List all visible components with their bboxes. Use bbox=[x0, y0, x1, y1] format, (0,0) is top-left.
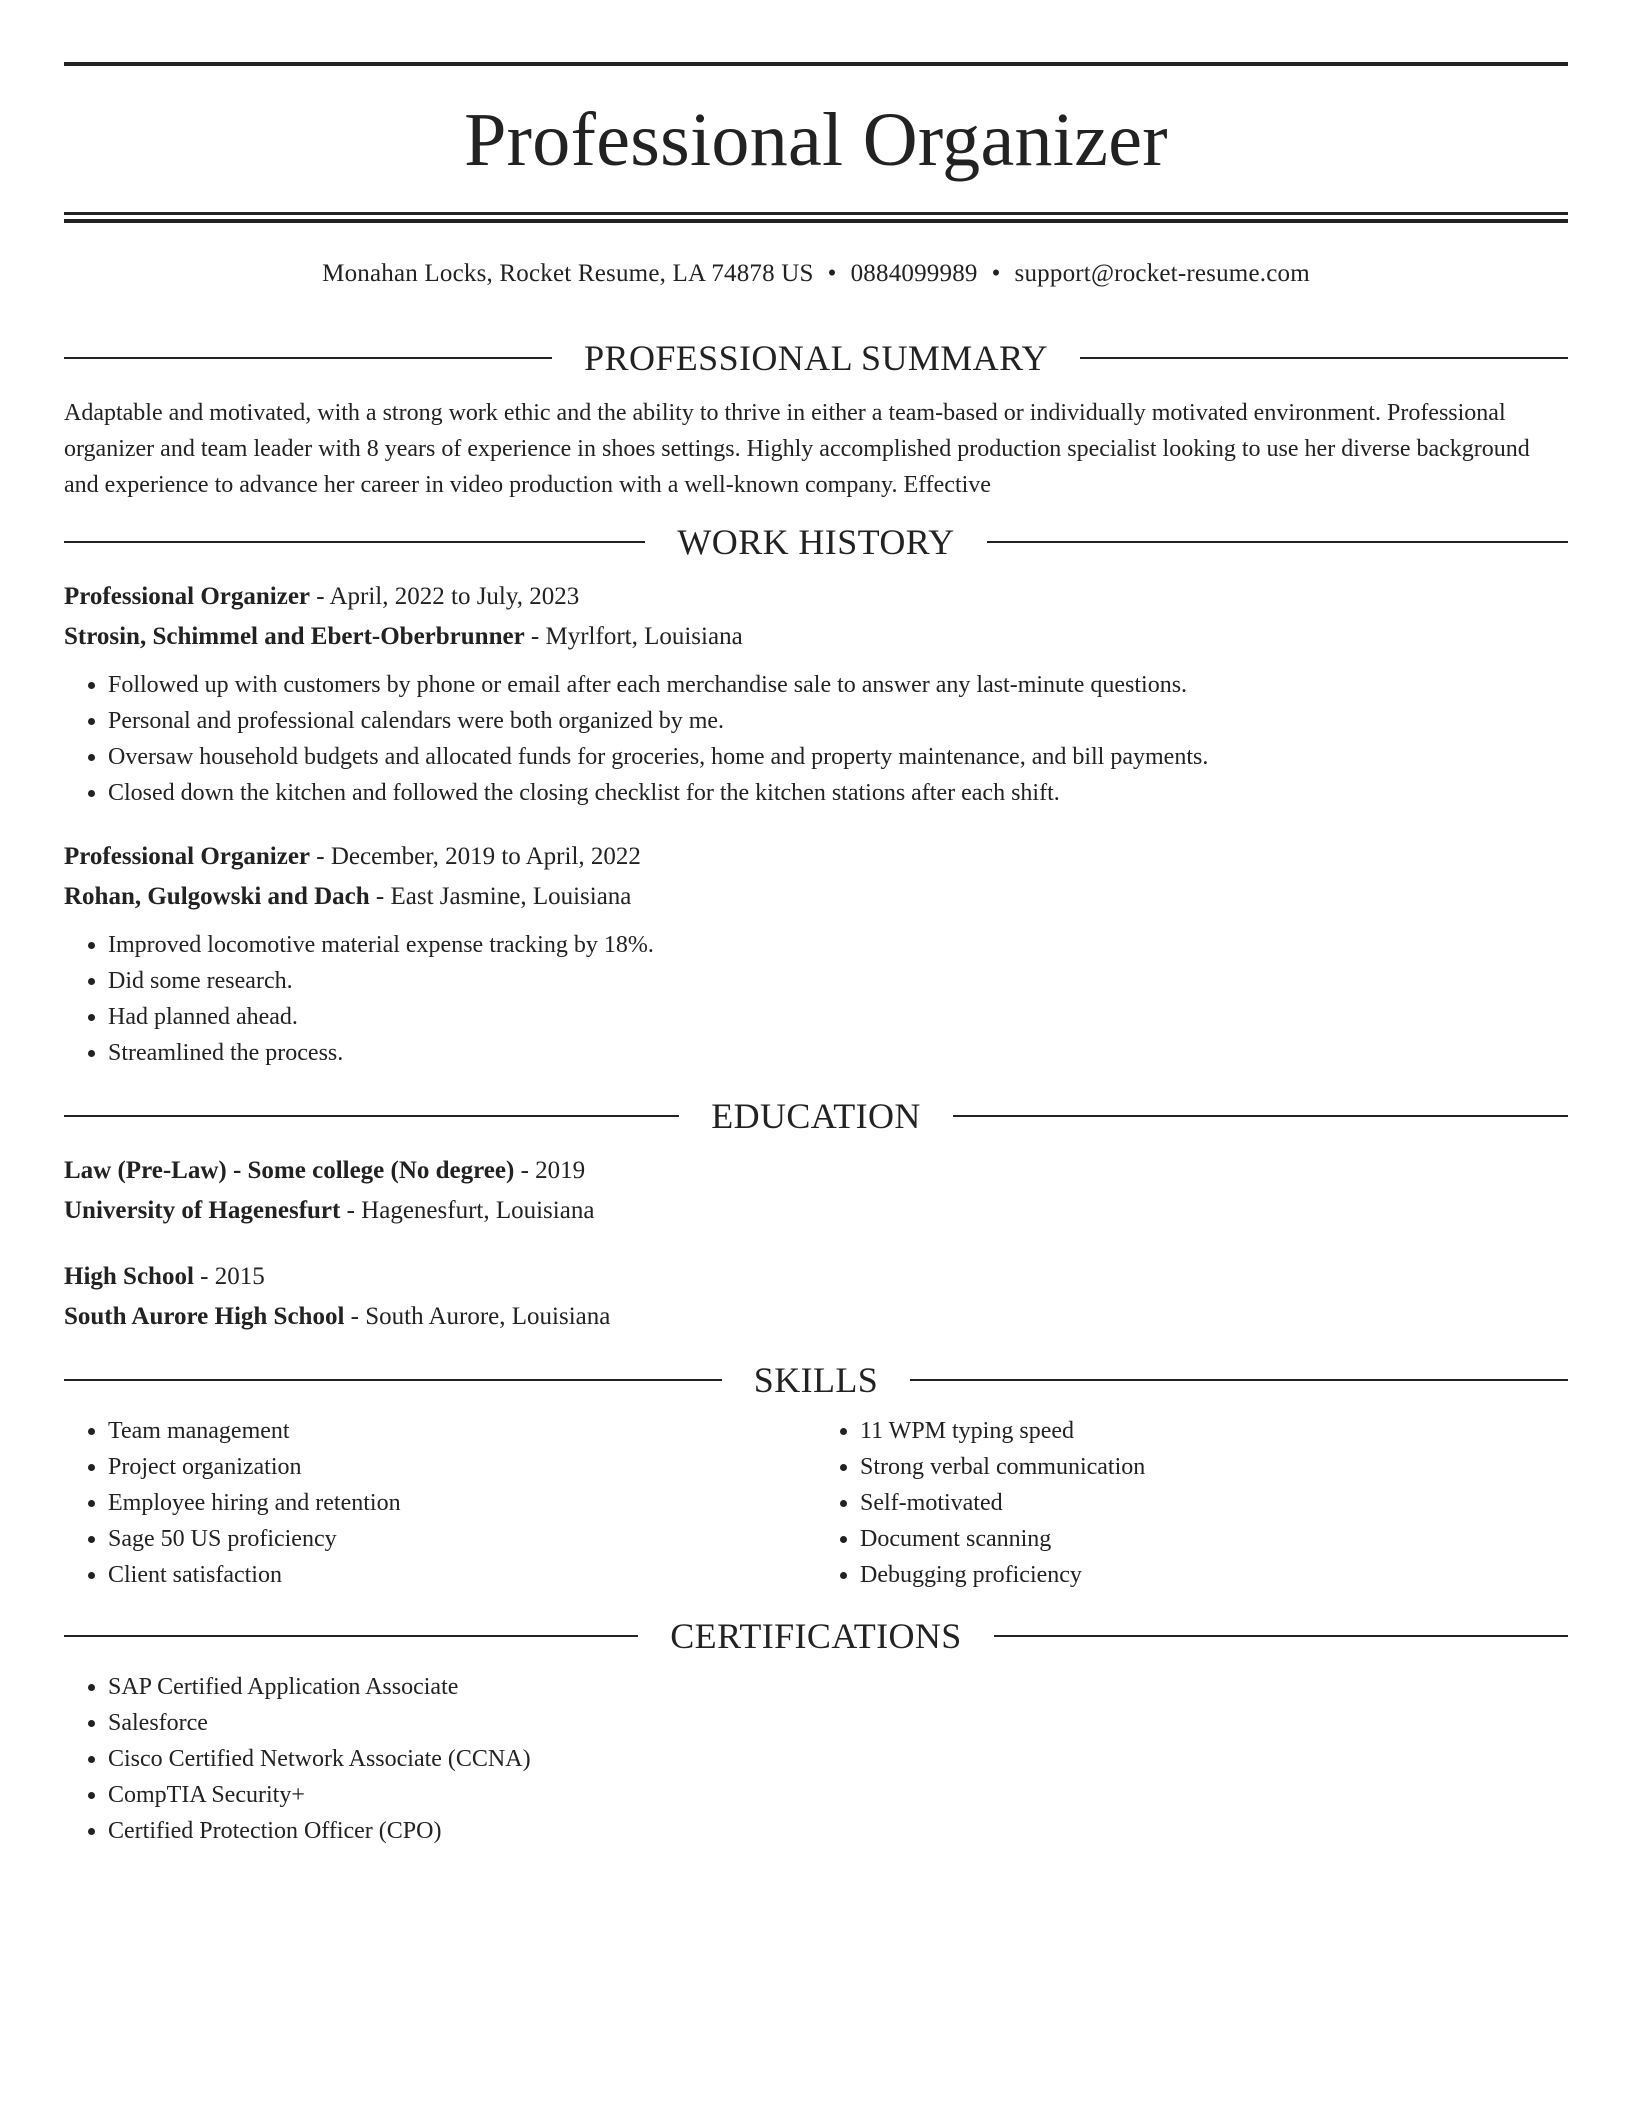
section-heading-summary bbox=[64, 333, 1568, 383]
job-bullets bbox=[64, 927, 1568, 1071]
list-item: • Strong verbal communication bbox=[860, 1449, 1568, 1485]
section-title: CERTIFICATIONS bbox=[670, 1616, 962, 1656]
education-year: - 2015 bbox=[193, 1263, 265, 1290]
job-entry bbox=[64, 577, 1568, 811]
job-title: Professional Organizer bbox=[64, 843, 311, 870]
job-title: Professional Organizer bbox=[64, 583, 311, 610]
education-degree: Law (Pre-Law) - Some college (No degree) bbox=[64, 1157, 515, 1184]
section-heading-skills bbox=[64, 1355, 1568, 1405]
heading-rule-right bbox=[910, 1379, 1568, 1381]
list-item: • Oversaw household budgets and allocated funds for groceries, home and property maintenance, and bill payments. bbox=[108, 739, 1568, 775]
list-item: • Personal and professional calendars were both organized by me. bbox=[108, 703, 1568, 739]
title-double-rule bbox=[64, 212, 1568, 223]
contact-separator: • bbox=[827, 260, 837, 287]
education-location: - Hagenesfurt, Louisiana bbox=[340, 1197, 595, 1224]
contact-email: support@rocket-resume.com bbox=[1014, 260, 1310, 287]
education-entry bbox=[64, 1151, 1568, 1231]
list-item: • Team management bbox=[108, 1413, 816, 1449]
education-school-line bbox=[64, 1297, 1568, 1337]
job-company-line bbox=[64, 877, 1568, 917]
certifications-list bbox=[64, 1669, 1568, 1849]
job-entry bbox=[64, 837, 1568, 1071]
job-dates: - April, 2022 to July, 2023 bbox=[310, 583, 580, 610]
job-bullets bbox=[64, 667, 1568, 811]
list-item: • 11 WPM typing speed bbox=[860, 1413, 1568, 1449]
list-item: • Cisco Certified Network Associate (CCNA) bbox=[108, 1741, 1568, 1777]
job-company: Rohan, Gulgowski and Dach bbox=[64, 883, 370, 910]
list-item: • Salesforce bbox=[108, 1705, 1568, 1741]
heading-rule-left bbox=[64, 541, 645, 543]
list-item: • Employee hiring and retention bbox=[108, 1485, 816, 1521]
education-entry bbox=[64, 1257, 1568, 1337]
heading-rule-left bbox=[64, 357, 552, 359]
education-year: - 2019 bbox=[514, 1157, 586, 1184]
list-item: • Did some research. bbox=[108, 963, 1568, 999]
contact-phone: 0884099989 bbox=[850, 260, 978, 287]
heading-rule-left bbox=[64, 1115, 679, 1117]
job-company: Strosin, Schimmel and Ebert-Oberbrunner bbox=[64, 623, 525, 650]
education-location: - South Aurore, Louisiana bbox=[344, 1303, 611, 1330]
job-dates: - December, 2019 to April, 2022 bbox=[310, 843, 641, 870]
contact-line bbox=[64, 259, 1568, 289]
education-degree-line bbox=[64, 1151, 1568, 1191]
job-location: - Myrlfort, Louisiana bbox=[524, 623, 743, 650]
job-title-line bbox=[64, 837, 1568, 877]
education-degree: High School bbox=[64, 1263, 194, 1290]
list-item: • Self-motivated bbox=[860, 1485, 1568, 1521]
skills-columns bbox=[64, 1413, 1568, 1593]
list-item: • Document scanning bbox=[860, 1521, 1568, 1557]
heading-rule-right bbox=[1080, 357, 1568, 359]
section-title: PROFESSIONAL SUMMARY bbox=[584, 338, 1048, 378]
heading-rule-right bbox=[953, 1115, 1568, 1117]
list-item: • Project organization bbox=[108, 1449, 816, 1485]
education-school: South Aurore High School bbox=[64, 1303, 345, 1330]
list-item: • CompTIA Security+ bbox=[108, 1777, 1568, 1813]
section-title: WORK HISTORY bbox=[677, 522, 955, 562]
job-company-line bbox=[64, 617, 1568, 657]
page-title: Professional Organizer bbox=[464, 98, 1168, 182]
list-item: • Certified Protection Officer (CPO) bbox=[108, 1813, 1568, 1849]
list-item: • Had planned ahead. bbox=[108, 999, 1568, 1035]
heading-rule-right bbox=[987, 541, 1568, 543]
list-item: • SAP Certified Application Associate bbox=[108, 1669, 1568, 1705]
heading-rule-left bbox=[64, 1635, 638, 1637]
job-location: - East Jasmine, Louisiana bbox=[369, 883, 632, 910]
summary-text: Adaptable and motivated, with a strong work ethic and the ability to thrive in either a team-based or individually motivated environment. Professional organizer and team leader with 8 years of experience in shoes settings. Highly accomplished production specialist looking to use her diverse background and experience to advance her career in video production with a well-known company. Effective bbox=[64, 400, 1530, 498]
heading-rule-right bbox=[994, 1635, 1568, 1637]
section-heading-certifications bbox=[64, 1611, 1568, 1661]
section-heading-education bbox=[64, 1091, 1568, 1141]
list-item: • Client satisfaction bbox=[108, 1557, 816, 1593]
contact-separator: • bbox=[991, 260, 1001, 287]
skills-list-left bbox=[64, 1413, 816, 1593]
job-title-line bbox=[64, 577, 1568, 617]
list-item: • Streamlined the process. bbox=[108, 1035, 1568, 1071]
certifications-block bbox=[64, 1669, 1568, 1849]
section-title: SKILLS bbox=[753, 1360, 879, 1400]
heading-rule-left bbox=[64, 1379, 722, 1381]
list-item: • Closed down the kitchen and followed the closing checklist for the kitchen stations after each shift. bbox=[108, 775, 1568, 811]
contact-address: Monahan Locks, Rocket Resume, LA 74878 US bbox=[322, 260, 814, 287]
list-item: • Debugging proficiency bbox=[860, 1557, 1568, 1593]
education-school: University of Hagenesfurt bbox=[64, 1197, 341, 1224]
section-title: EDUCATION bbox=[711, 1096, 921, 1136]
list-item: • Followed up with customers by phone or email after each merchandise sale to answer any last-minute questions. bbox=[108, 667, 1568, 703]
education-degree-line bbox=[64, 1257, 1568, 1297]
list-item: • Sage 50 US proficiency bbox=[108, 1521, 816, 1557]
skills-list-right bbox=[816, 1413, 1568, 1593]
education-school-line bbox=[64, 1191, 1568, 1231]
list-item: • Improved locomotive material expense tracking by 18%. bbox=[108, 927, 1568, 963]
section-heading-work-history bbox=[64, 517, 1568, 567]
